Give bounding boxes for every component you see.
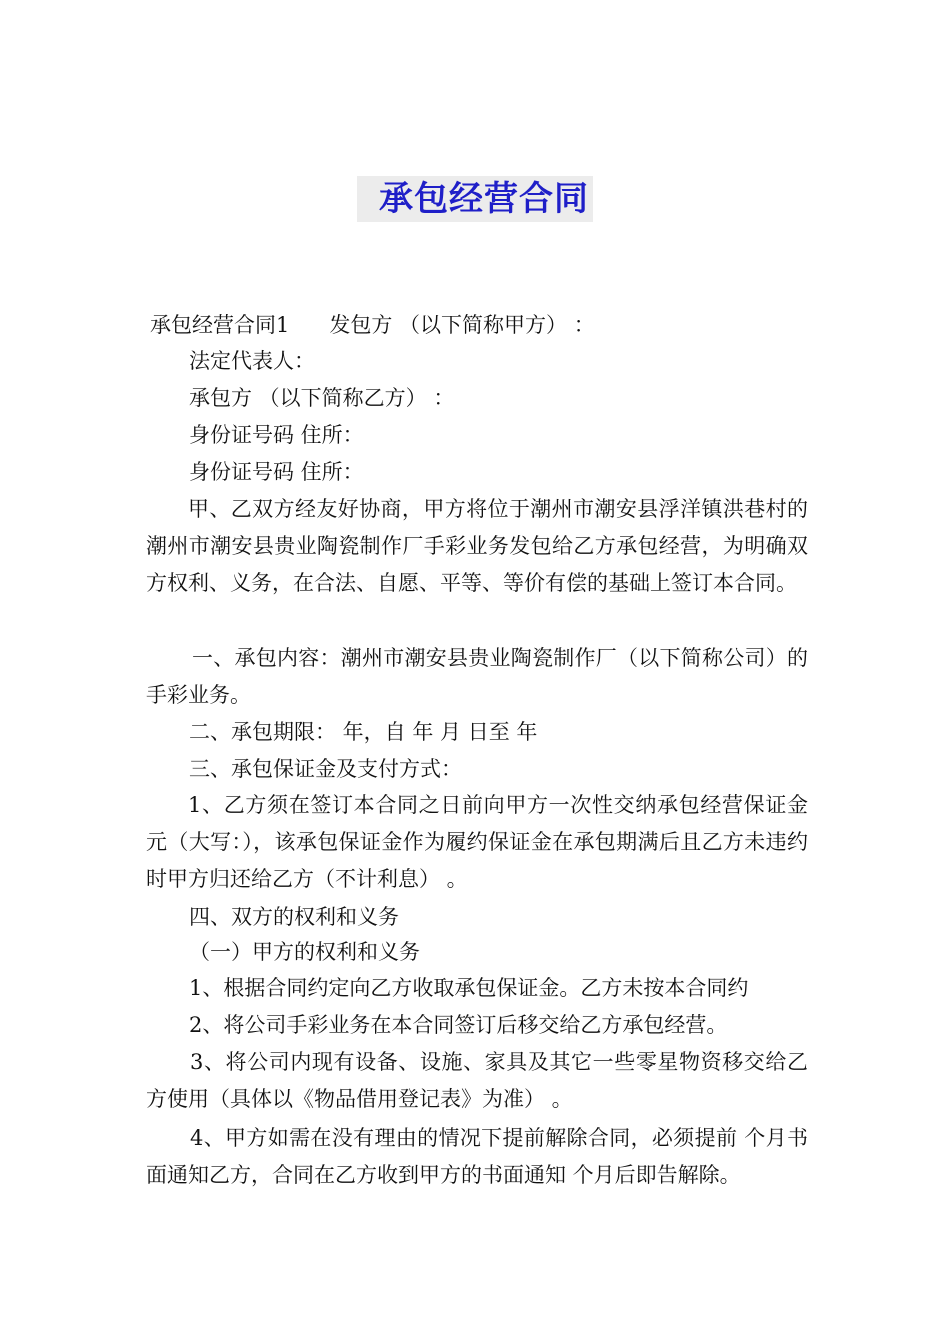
id-address-line-2: 身份证号码 住所：	[189, 460, 364, 484]
document-title: 承包经营合同	[357, 176, 593, 222]
title-container	[0, 176, 950, 222]
header-line	[150, 307, 595, 344]
intro-paragraph: 甲、乙双方经友好协商，甲方将位于潮州市潮安县浮洋镇洪巷村的潮州市潮安县贵业陶瓷制作厂手彩业务发包给乙方承包经营，为明确双方权利、义务，在合法、自愿、平等、等价有偿的基础上签订本合同。	[146, 497, 808, 595]
clause-3-deposit: 三、承包保证金及支付方式：	[189, 757, 462, 781]
contractor-line: 承包方 （以下简称乙方） ：	[189, 386, 455, 410]
legal-representative-line: 法定代表人：	[189, 349, 315, 373]
clause-4-a-2: 2、将公司手彩业务在本合同签订后移交给乙方承包经营。	[189, 1013, 728, 1037]
clause-4-rights: 四、双方的权利和义务	[189, 905, 399, 929]
id-address-line-1: 身份证号码 住所：	[189, 423, 364, 447]
clause-1-content: 一、承包内容：潮州市潮安县贵业陶瓷制作厂（以下简称公司）的手彩业务。	[146, 646, 808, 707]
clause-4-a-1: 1、根据合同约定向乙方收取承包保证金。乙方未按本合同约	[189, 976, 749, 1000]
issuer-label: 发包方 （以下简称甲方） ：	[329, 313, 595, 337]
clause-4-a-4: 4、甲方如需在没有理由的情况下提前解除合同，必须提前 个月书面通知乙方，合同在乙方收到甲方的书面通知 个月后即告解除。	[146, 1126, 808, 1187]
clause-3-1-deposit-detail: 1、乙方须在签订本合同之日前向甲方一次性交纳承包经营保证金 元（大写：），该承包保证金作为履约保证金在承包期满后且乙方未违约时甲方归还给乙方（不计利息） 。	[146, 793, 808, 891]
clause-4-a-heading: （一）甲方的权利和义务	[189, 940, 420, 964]
clause-2-term: 二、承包期限： 年，自 年 月 日至 年	[189, 720, 538, 744]
clause-4-a-3: 3、将公司内现有设备、设施、家具及其它一些零星物资移交给乙方使用（具体以《物品借用登记表》为准） 。	[146, 1050, 808, 1111]
contract-number-label: 承包经营合同1	[150, 313, 290, 337]
